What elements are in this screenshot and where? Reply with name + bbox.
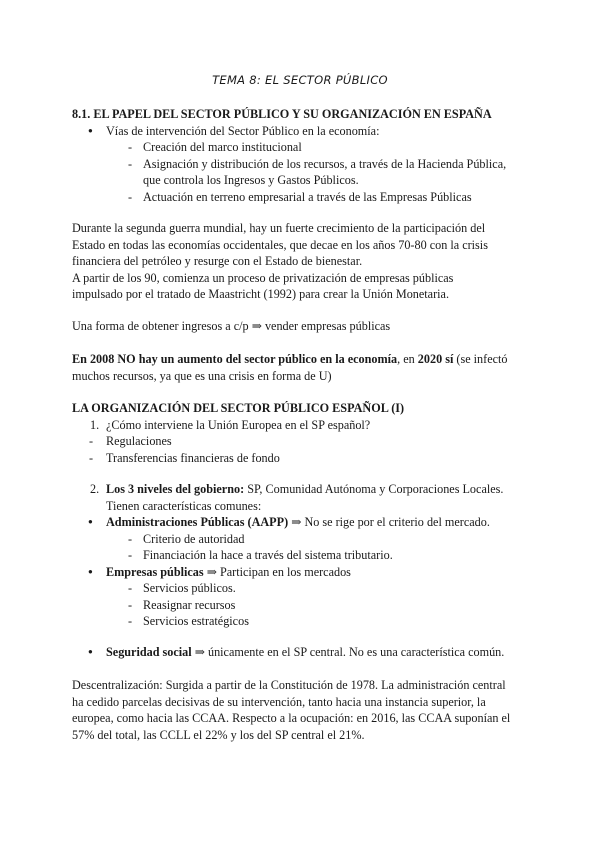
item-text: ⇒ Participan en los mercados	[203, 564, 351, 579]
bold-text: Los 3 niveles del gobierno:	[106, 482, 245, 496]
numbered-item	[72, 417, 542, 434]
page-title: TEMA 8: EL SECTOR PÚBLICO	[212, 73, 388, 87]
item-continuation: Tienen características comunes:	[106, 498, 262, 513]
sub-item-continuation: que controla los Ingresos y Gastos Públicos.	[143, 173, 359, 187]
bullet-dot-icon: ●	[88, 566, 93, 576]
item-number: 1.	[90, 417, 100, 432]
item-text: SP, Comunidad Autónoma y Corporaciones Locales.	[244, 482, 504, 496]
sub-item	[72, 547, 542, 564]
bullet-item-seguridad-social	[72, 644, 542, 661]
bullet-dot-icon: ●	[88, 517, 93, 526]
paragraph-history	[72, 220, 542, 303]
sub-item	[72, 531, 542, 548]
paragraph-line: europea, como hacia las CCAA. Respecto a la ocupación: en 2016, las CCAA suponían el	[72, 711, 511, 725]
section-1-heading: 8.1. EL PAPEL DEL SECTOR PÚBLICO Y SU ORGANIZACIÓN EN ESPAÑA	[72, 107, 492, 121]
paragraph-line: 57% del total, las CCLL el 22% y los del SP central el 21%.	[72, 727, 365, 742]
list-item	[72, 433, 542, 450]
sub-item	[72, 189, 542, 206]
section-2	[72, 400, 542, 466]
dash-icon: -	[128, 156, 133, 171]
bullet-dot-icon: ●	[88, 647, 93, 656]
paragraph-line: impulsado por el tratado de Maastricht (1992) para crear la Unión Monetaria.	[72, 287, 449, 301]
bold-text: En 2008 NO hay un aumento del sector público en la economía	[72, 352, 398, 366]
bold-text: Empresas públicas	[106, 564, 204, 579]
item-text: Regulaciones	[106, 434, 172, 448]
dash-icon: -	[89, 434, 94, 448]
sub-item-text: Financiación la hace a través del sistema tributario.	[143, 548, 393, 562]
section-1	[72, 106, 542, 205]
paragraph-decentralization	[72, 677, 542, 743]
bold-text: 2020 sí	[417, 352, 454, 366]
paragraph-line	[72, 351, 542, 368]
paragraph-2008	[72, 351, 542, 384]
bullet-dot-icon: ●	[88, 125, 93, 135]
bullet-text: Vías de intervención del Sector Público en la economía:	[106, 123, 380, 138]
item-number: 2.	[90, 482, 100, 496]
dash-icon: -	[128, 581, 133, 595]
paragraph-line: financiera del petróleo y resurge con el Estado de bienestar.	[72, 254, 363, 268]
sub-item-text: Reasignar recursos	[143, 597, 236, 612]
sub-item	[72, 580, 542, 597]
sub-item-text: Creación del marco institucional	[143, 140, 302, 154]
dash-icon: -	[128, 614, 133, 628]
paragraph-income	[72, 318, 542, 335]
bold-text: Seguridad social	[106, 645, 192, 659]
item-text: Transferencias financieras de fondo	[106, 450, 280, 465]
numbered-item	[72, 481, 542, 498]
paragraph-line: Una forma de obtener ingresos a c/p ⇒ vender empresas públicas	[72, 319, 391, 333]
sub-item	[72, 613, 542, 630]
list-item	[72, 450, 542, 467]
paragraph-line: Descentralización: Surgida a partir de la Constitución de 1978. La administración central	[72, 678, 506, 692]
section-2-heading: LA ORGANIZACIÓN DEL SECTOR PÚBLICO ESPAÑOL (I)	[72, 401, 405, 415]
item-text: ¿Cómo interviene la Unión Europea en el SP español?	[106, 417, 371, 432]
paragraph-line: ha cedido parcelas decisivas de su intervención, tanto hacia una instancia superior, la	[72, 694, 486, 709]
bullet-item-aapp	[72, 514, 542, 531]
dash-icon: -	[128, 548, 133, 562]
paragraph-line: Estado en todas las economías occidentales, que decae en los años 70-80 con la crisis	[72, 237, 488, 252]
item-text: ⇒ únicamente en el SP central. No es una característica común.	[191, 645, 505, 659]
sub-item-text: Actuación en terreno empresarial a través de las Empresas Públicas	[143, 189, 472, 204]
sub-item-text: Criterio de autoridad	[143, 531, 245, 546]
section-2-ss	[72, 644, 542, 661]
paragraph-line: A partir de los 90, comienza un proceso de privatización de empresas públicas	[72, 270, 454, 285]
dash-icon: -	[128, 189, 133, 204]
paragraph-line: Durante la segunda guerra mundial, hay un fuerte crecimiento de la participación del	[72, 221, 486, 235]
bullet-item-empresas	[72, 564, 542, 581]
sub-item-text: Asignación y distribución de los recursos, a través de la Hacienda Pública,	[143, 156, 507, 171]
text: , en	[397, 352, 418, 366]
item-text: ⇒ No se rige por el criterio del mercado.	[288, 515, 490, 529]
sub-item-text: Servicios estratégicos	[143, 614, 249, 628]
dash-icon: -	[128, 597, 133, 612]
bold-text: Administraciones Públicas (AAPP)	[106, 515, 289, 529]
paragraph-line: muchos recursos, ya que es una crisis en forma de U)	[72, 368, 332, 383]
sub-item-text: Servicios públicos.	[143, 581, 236, 595]
sub-item	[72, 156, 542, 173]
dash-icon: -	[128, 140, 133, 154]
dash-icon: -	[89, 450, 94, 465]
sub-item	[72, 139, 542, 156]
bullet-item	[72, 123, 542, 140]
text: (se infectó	[453, 352, 508, 366]
section-2-levels	[72, 481, 542, 630]
sub-item	[72, 597, 542, 614]
dash-icon: -	[128, 531, 133, 546]
